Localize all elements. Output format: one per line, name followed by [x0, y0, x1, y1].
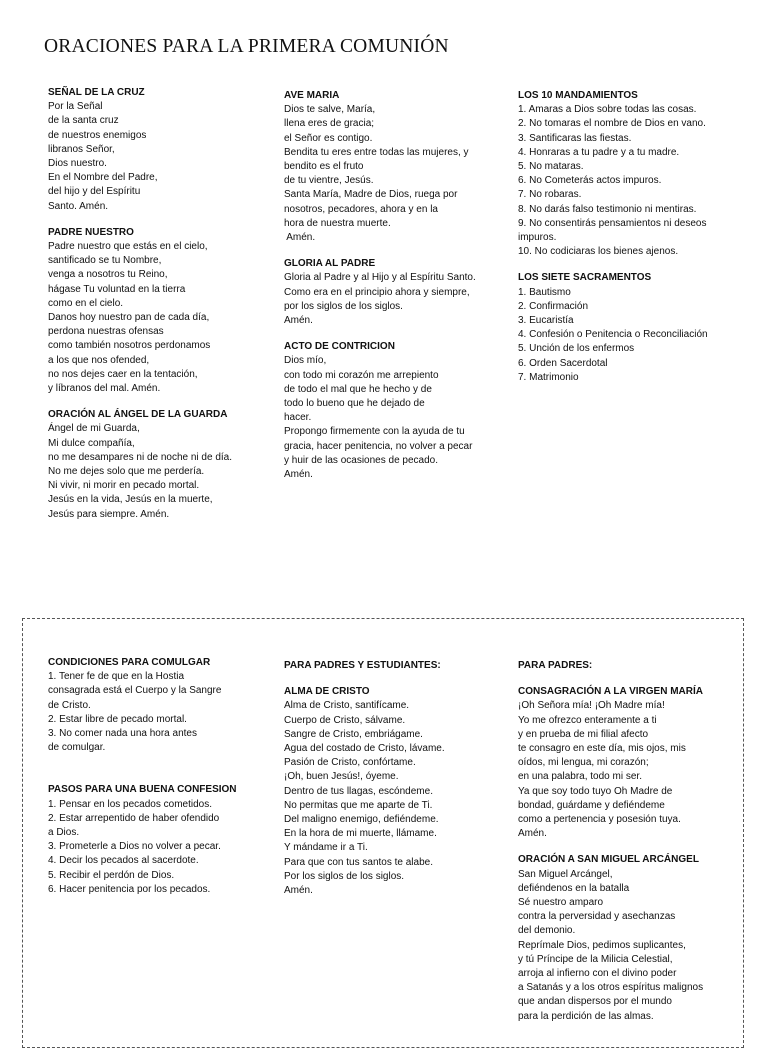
bottom-column-3 [518, 659, 728, 1036]
list-text [48, 670, 253, 755]
list-condiciones-para-comulgar [48, 656, 253, 755]
section-title: ORACIÓN A SAN MIGUEL ARCÁNGEL [518, 854, 699, 866]
text-line: Santa María, Madre de Dios, ruega por [284, 189, 458, 201]
text-line: 5. Unción de los enfermos [518, 343, 635, 355]
text-line: Amén. [284, 232, 316, 244]
text-line: Dios mío, [284, 355, 327, 367]
text-line: Propongo firmemente con la ayuda de tu [284, 426, 465, 438]
text-line: 10. No codiciaras los bienes ajenos. [518, 246, 679, 258]
prayer-consagracion-virgen [518, 685, 728, 841]
text-line: del demonio. [518, 925, 576, 937]
text-line: oídos, mi lengua, mi corazón; [518, 757, 649, 769]
text-line: nosotros, pecadores, ahora y en la [284, 203, 438, 215]
audience-heading: PARA PADRES: [518, 660, 593, 671]
text-line: 9. No consentirás pensamientos ni deseos [518, 217, 707, 229]
section-title: LOS 10 MANDAMIENTOS [518, 90, 638, 101]
text-line: Alma de Cristo, santifícame. [284, 700, 410, 712]
section-title: AVE MARIA [284, 90, 340, 101]
text-line: Dentro de tus llagas, escóndeme. [284, 785, 433, 797]
prayer-text [518, 868, 728, 1024]
section-title: CONDICIONES PARA COMULGAR [48, 657, 211, 668]
text-line: a Dios. [48, 827, 80, 839]
list-text [518, 103, 728, 259]
text-line: Por la Señal [48, 101, 103, 113]
section-title: ALMA DE CRISTO [284, 686, 370, 698]
text-line: Jesús para siempre. Amén. [48, 508, 170, 520]
text-line: arroja al infierno con el divino poder [518, 968, 677, 980]
list-mandamientos [518, 89, 728, 259]
text-line: Amén. [284, 315, 313, 327]
text-line: hora de nuestra muerte. [284, 217, 391, 229]
text-line: 4. Decir los pecados al sacerdote. [48, 855, 199, 867]
text-line: Por los siglos de los siglos. [284, 870, 405, 882]
prayer-text [284, 103, 489, 245]
page-title: ORACIONES PARA LA PRIMERA COMUNIÓN [44, 36, 449, 57]
section-title: SEÑAL DE LA CRUZ [48, 87, 145, 98]
text-line: San Miguel Arcángel, [518, 868, 613, 880]
prayer-angel-de-la-guarda [48, 408, 253, 522]
text-line: no me desampares ni de noche ni de día. [48, 451, 233, 463]
text-line: Pasión de Cristo, confórtame. [284, 757, 416, 769]
text-line: impuros. [518, 232, 557, 244]
text-line: libranos Señor, [48, 143, 115, 155]
text-line: venga a nosotros tu Reino, [48, 269, 168, 281]
text-line: 1. Pensar en los pecados cometidos. [48, 798, 212, 810]
text-line: Agua del costado de Cristo, lávame. [284, 743, 445, 755]
text-line: 2. Estar arrepentido de haber ofendido [48, 812, 220, 824]
text-line: de la santa cruz [48, 115, 119, 127]
prayer-text [518, 699, 728, 841]
text-line: defiéndenos en la batalla [518, 882, 630, 894]
text-line: Sangre de Cristo, embriágame. [284, 728, 423, 740]
section-title: GLORIA AL PADRE [284, 258, 376, 270]
section-title: PASOS PARA UNA BUENA CONFESION [48, 784, 237, 796]
text-line: Y mándame ir a Ti. [284, 842, 368, 854]
text-line: Dios te salve, María, [284, 104, 376, 116]
text-line: con todo mi corazón me arrepiento [284, 369, 439, 381]
text-line: No me dejes solo que me perdería. [48, 466, 205, 478]
text-line: a los que nos ofended, [48, 354, 150, 366]
text-line: 2. Confirmación [518, 300, 589, 312]
prayer-san-miguel [518, 853, 728, 1023]
audience-heading: PARA PADRES Y ESTUDIANTES: [284, 660, 441, 671]
prayer-padre-nuestro [48, 226, 253, 396]
text-line: Jesús en la vida, Jesús en la muerte, [48, 494, 213, 506]
text-line: 8. No darás falso testimonio ni mentiras. [518, 203, 697, 215]
prayer-text [48, 100, 253, 214]
prayer-alma-de-cristo [284, 685, 489, 898]
text-line: 7. Matrimonio [518, 371, 579, 383]
section-title: ACTO DE CONTRICION [284, 341, 395, 353]
text-line: Amén. [518, 828, 547, 840]
text-line: de nuestros enemigos [48, 129, 147, 141]
prayer-senal-de-la-cruz [48, 86, 253, 214]
list-pasos-confesion [48, 783, 253, 897]
text-line: Ni vivir, ni morir en pecado mortal. [48, 480, 200, 492]
text-line: No permitas que me aparte de Ti. [284, 799, 433, 811]
text-line: para la perdición de las almas. [518, 1010, 654, 1022]
text-line: el Señor es contigo. [284, 132, 373, 144]
text-line: hacer. [284, 412, 312, 424]
text-line: ¡Oh, buen Jesús!, óyeme. [284, 771, 399, 783]
text-line: consagrada está el Cuerpo y la Sangre [48, 685, 222, 697]
text-line: 3. No comer nada una hora antes [48, 728, 197, 740]
text-line: Danos hoy nuestro pan de cada día, [48, 312, 210, 324]
text-line: Padre nuestro que estás en el cielo, [48, 241, 208, 253]
text-line: 1. Bautismo [518, 286, 571, 298]
text-line: 1. Tener fe de que en la Hostia [48, 671, 185, 683]
text-line: llena eres de gracia; [284, 118, 375, 130]
text-line: 1. Amaras a Dios sobre todas las cosas. [518, 104, 697, 116]
text-line: Gloria al Padre y al Hijo y al Espíritu Santo. [284, 272, 476, 284]
text-line: 6. Hacer penitencia por los pecados. [48, 883, 211, 895]
text-line: todo lo bueno que he dejado de [284, 398, 425, 410]
prayer-text [48, 422, 253, 521]
text-line: Amén. [284, 885, 313, 897]
prayer-text [284, 354, 489, 482]
section-title: LOS SIETE SACRAMENTOS [518, 272, 652, 284]
text-line: Cuerpo de Cristo, sálvame. [284, 714, 406, 726]
text-line: no nos dejes caer en la tentación, [48, 368, 198, 380]
text-line: Sé nuestro amparo [518, 897, 604, 909]
text-line: Santo. Amén. [48, 200, 109, 212]
text-line: de todo el mal que he hecho y de [284, 383, 432, 395]
prayer-text [284, 699, 489, 898]
prayer-acto-de-contricion [284, 340, 489, 482]
text-line: Ya que soy todo tuyo Oh Madre de [518, 785, 673, 797]
section-title: CONSAGRACIÓN A LA VIRGEN MARÍA [518, 686, 703, 698]
text-line: 3. Eucaristía [518, 315, 574, 327]
prayer-text [48, 240, 253, 396]
text-line: bondad, guárdame y defiéndeme [518, 799, 665, 811]
text-line: por los siglos de los siglos. [284, 300, 403, 312]
prayer-gloria [284, 257, 489, 328]
text-line: de comulgar. [48, 742, 106, 754]
list-sacramentos [518, 271, 728, 385]
section-title: ORACIÓN AL ÁNGEL DE LA GUARDA [48, 409, 228, 421]
text-line: hágase Tu voluntad en la tierra [48, 283, 186, 295]
text-line: 5. Recibir el perdón de Dios. [48, 869, 175, 881]
text-line: y líbranos del mal. Amén. [48, 383, 161, 395]
text-line: 7. No robaras. [518, 189, 582, 201]
bottom-column-1 [48, 656, 253, 909]
text-line: Amén. [284, 469, 313, 481]
top-column-3 [518, 89, 728, 397]
text-line: 3. Prometerle a Dios no volver a pecar. [48, 841, 221, 853]
text-line: y tú Príncipe de la Milicia Celestial, [518, 953, 673, 965]
text-line: 5. No mataras. [518, 161, 584, 173]
text-line: te consagro en este día, mis ojos, mis [518, 743, 686, 755]
text-line: y huir de las ocasiones de pecado. [284, 454, 438, 466]
text-line: en una palabra, todo mi ser. [518, 771, 642, 783]
text-line: contra la perversidad y asechanzas [518, 911, 676, 923]
text-line: ¡Oh Señora mía! ¡Oh Madre mía! [518, 700, 665, 712]
text-line: que andan dispersos por el mundo [518, 996, 672, 1008]
text-line: 3. Santificaras las fiestas. [518, 132, 632, 144]
text-line: y en prueba de mi filial afecto [518, 728, 649, 740]
text-line: gracia, hacer penitencia, no volver a pecar [284, 440, 473, 452]
text-line: perdona nuestras ofensas [48, 326, 164, 338]
list-text [518, 286, 728, 385]
text-line: como también nosotros perdonamos [48, 340, 211, 352]
text-line: como a pertenencia y posesión tuya. [518, 814, 681, 826]
text-line: a Satanás y a los otros espíritus malignos [518, 982, 704, 994]
text-line: Yo me ofrezco enteramente a ti [518, 714, 657, 726]
list-text [48, 798, 253, 897]
text-line: 2. Estar libre de pecado mortal. [48, 713, 187, 725]
text-line: de Cristo. [48, 699, 91, 711]
text-line: 6. Orden Sacerdotal [518, 357, 608, 369]
text-line: Ángel de mi Guarda, [48, 423, 140, 435]
text-line: En la hora de mi muerte, llámame. [284, 828, 437, 840]
top-column-2 [284, 89, 489, 494]
text-line: como en el cielo. [48, 297, 124, 309]
text-line: 4. Confesión o Penitencia o Reconciliación [518, 329, 708, 341]
text-line: 4. Honraras a tu padre y a tu madre. [518, 146, 680, 158]
text-line: santificado se tu Nombre, [48, 255, 162, 267]
section-title: PADRE NUESTRO [48, 226, 134, 238]
text-line: 6. No Cometerás actos impuros. [518, 175, 662, 187]
top-column-1 [48, 86, 253, 534]
text-line: Para que con tus santos te alabe. [284, 856, 433, 868]
text-line: Reprímale Dios, pedimos suplicantes, [518, 939, 686, 951]
text-line: Mi dulce compañía, [48, 437, 135, 449]
text-line: Dios nuestro. [48, 158, 107, 170]
text-line: Como era en el principio ahora y siempre, [284, 286, 470, 298]
text-line: 2. No tomaras el nombre de Dios en vano. [518, 118, 706, 130]
bottom-column-2 [284, 659, 489, 910]
text-line: Bendita tu eres entre todas las mujeres, y [284, 146, 469, 158]
text-line: En el Nombre del Padre, [48, 172, 158, 184]
prayer-text [284, 271, 489, 328]
text-line: del hijo y del Espíritu [48, 186, 141, 198]
text-line: Del maligno enemigo, defiéndeme. [284, 814, 439, 826]
text-line: bendito es el fruto [284, 161, 364, 173]
prayer-ave-maria [284, 89, 489, 245]
text-line: de tu vientre, Jesús. [284, 175, 374, 187]
